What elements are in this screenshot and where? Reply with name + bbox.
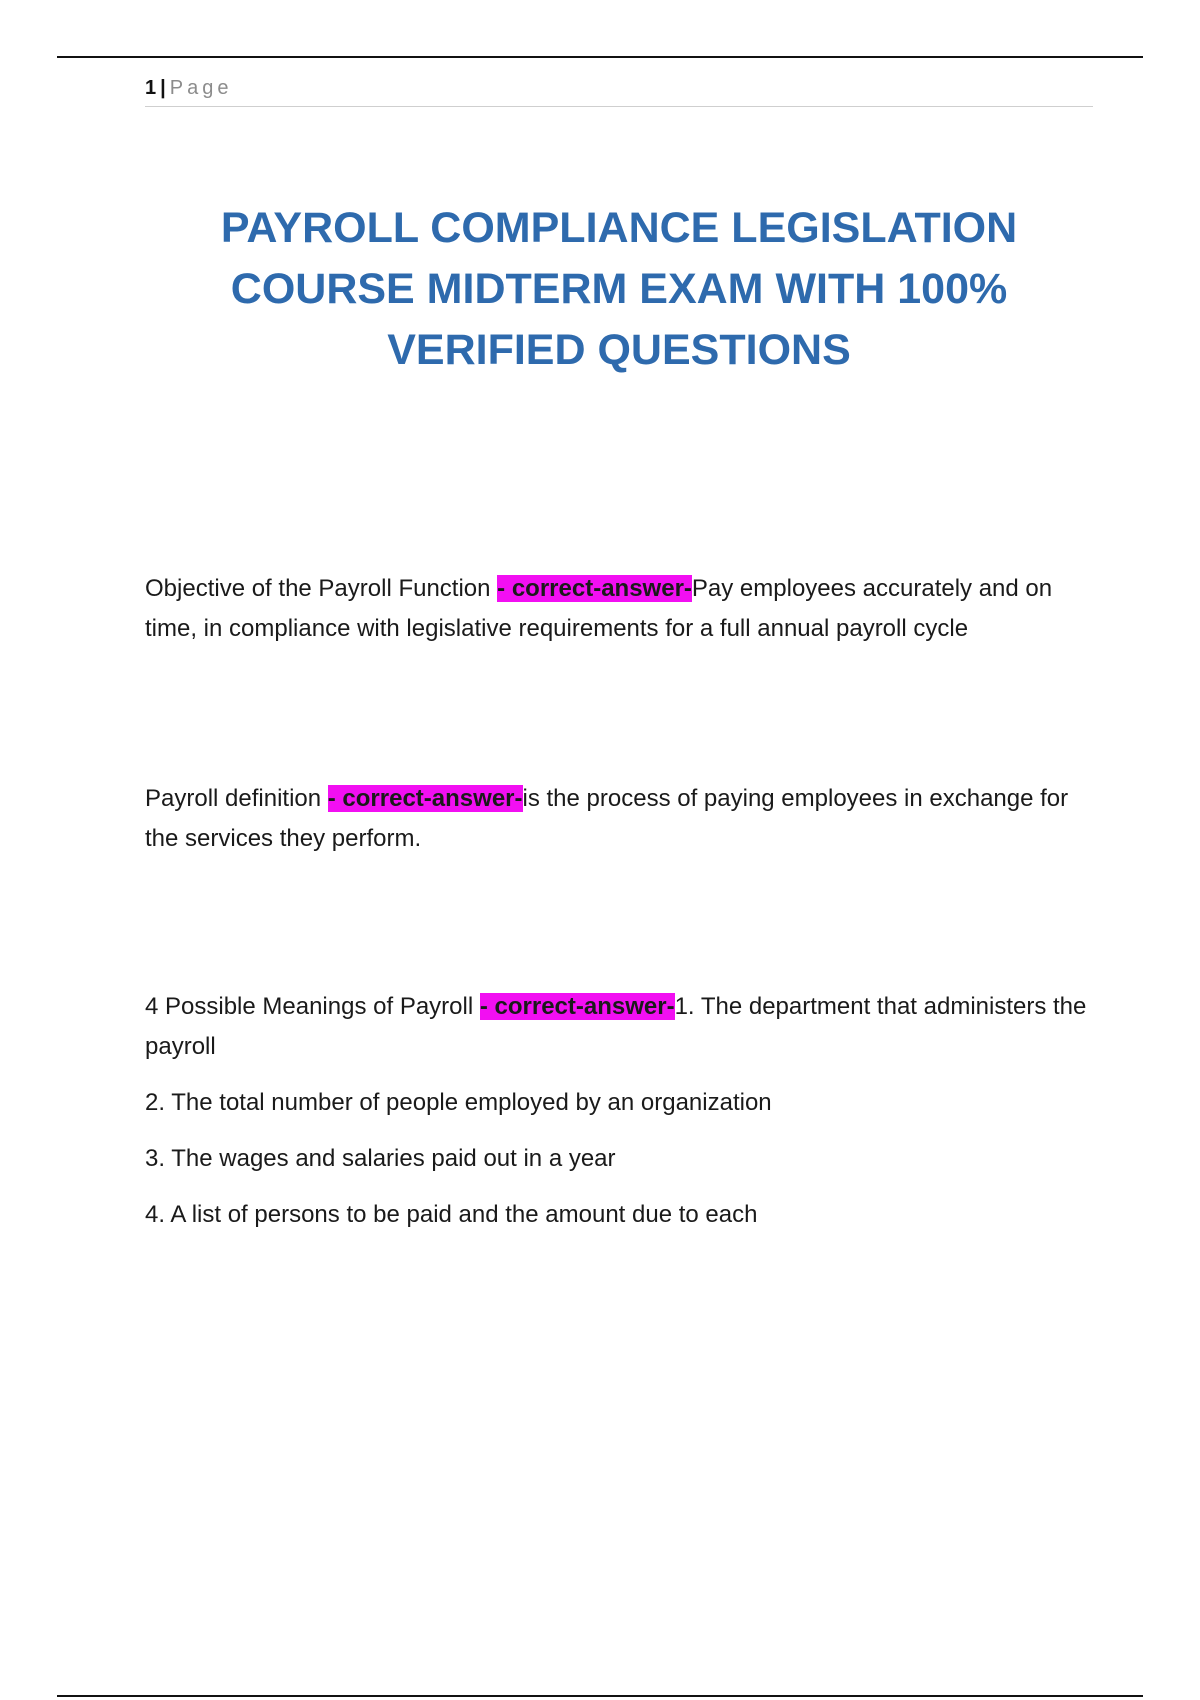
qa-item-objective [145,569,1105,649]
page-label: Page [169,77,233,99]
question-text: Payroll definition [145,785,328,812]
list-item: 2. The total number of people employed by an organization [145,1089,772,1116]
title-line-2: COURSE MIDTERM EXAM WITH 100% [230,265,1008,313]
qa-paragraph [145,987,1105,1067]
answer-text: is the process of paying employees in exchange for the services they perform. [145,785,1069,852]
page-number: 1 [145,77,157,99]
qa-paragraph [145,779,1105,859]
page-separator: | [160,77,166,99]
answer-text: 1. The department that administers the payroll [145,993,1087,1060]
qa-paragraph [145,569,1105,649]
list-item: 4. A list of persons to be paid and the amount due to each [145,1201,758,1228]
qa-item-definition [145,779,1105,859]
correct-answer-marker: - correct-answer- [479,993,675,1020]
correct-answer-marker: - correct-answer- [327,785,523,812]
title-line-3: VERIFIED QUESTIONS [387,326,851,374]
page-header [145,74,1093,107]
correct-answer-marker: - correct-answer- [497,575,692,602]
question-text: 4 Possible Meanings of Payroll [145,993,480,1020]
top-rule [57,56,1143,58]
question-text: Objective of the Payroll Function [145,575,498,602]
title-line-1: PAYROLL COMPLIANCE LEGISLATION [220,204,1018,252]
answer-text: Pay employees accurately and on time, in compliance with legislative requirements for a full annual payroll cycle [145,575,1053,642]
bottom-rule [57,1695,1143,1697]
qa-item-meanings [145,987,1105,1235]
list-item: 3. The wages and salaries paid out in a year [145,1145,616,1172]
document-title [145,198,1093,381]
